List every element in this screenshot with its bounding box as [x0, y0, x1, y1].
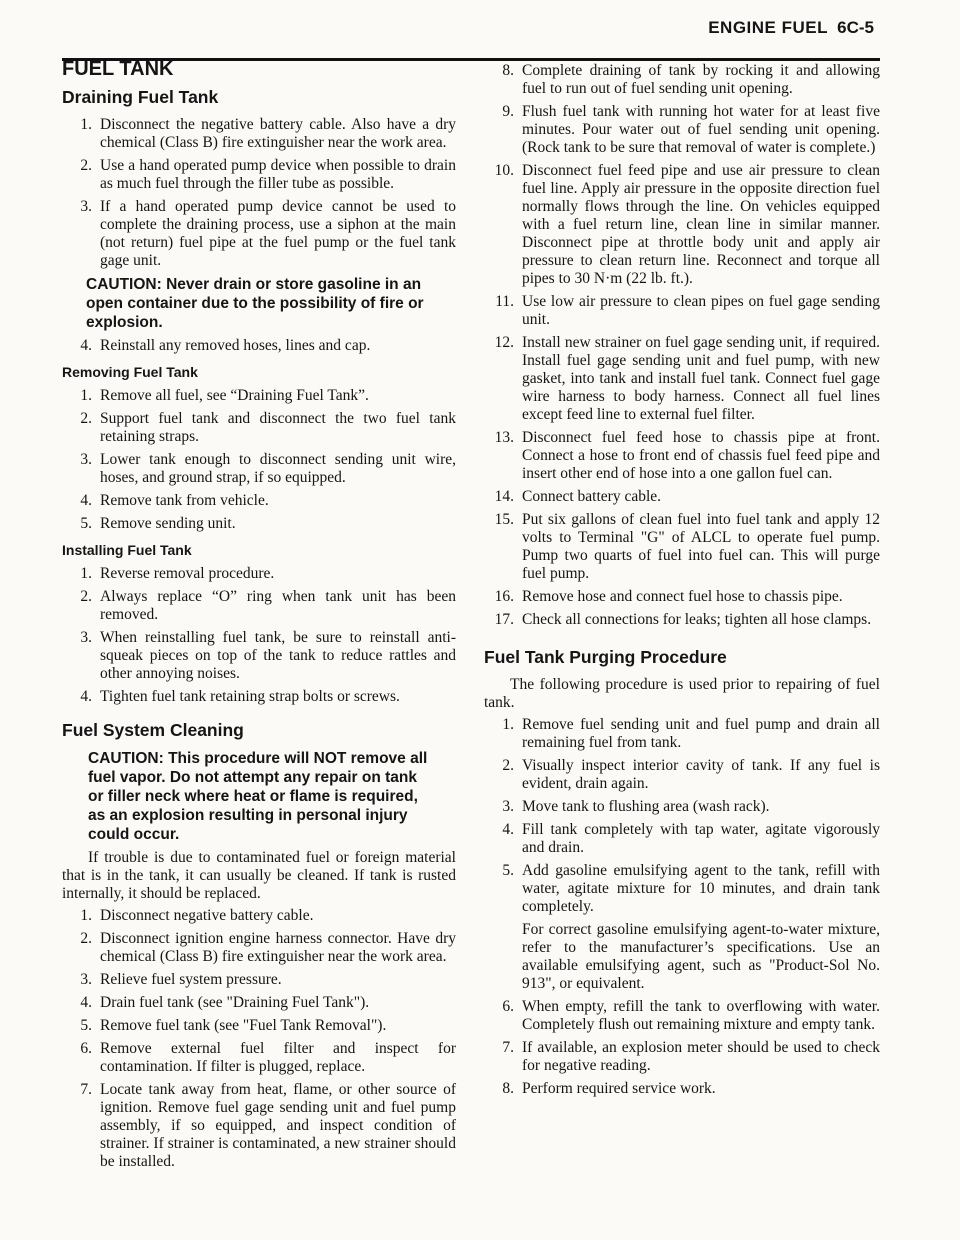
step-number: 10. — [494, 162, 514, 179]
removing-heading: Removing Fuel Tank — [62, 364, 198, 380]
list-item — [62, 451, 456, 487]
step-number: 14. — [494, 488, 514, 505]
list-item — [62, 565, 456, 583]
step-number: 13. — [494, 429, 514, 446]
list-item — [484, 162, 880, 288]
list-item — [484, 798, 880, 816]
step-number: 12. — [494, 334, 514, 351]
list-item — [62, 688, 456, 706]
step-text: Tighten fuel tank retaining strap bolts or screws. — [100, 688, 400, 705]
step-text: Disconnect ignition engine harness connector. Have dry chemical (Class B) fire extinguisher near the work area. — [100, 930, 456, 965]
step-text: Remove hose and connect fuel hose to chassis pipe. — [522, 588, 843, 605]
list-item — [62, 930, 456, 966]
removing-steps — [62, 387, 456, 533]
step-text: Fill tank completely with tap water, agitate vigorously and drain. — [522, 821, 880, 856]
step-number: 4. — [80, 994, 92, 1011]
list-item — [62, 492, 456, 510]
step-text: Disconnect the negative battery cable. Also have a dry chemical (Class B) fire extinguisher near the work area. — [100, 116, 456, 151]
list-item — [62, 994, 456, 1012]
step-text: Add gasoline emulsifying agent to the tank, refill with water, agitate mixture for 10 minutes, and drain tank completely. — [522, 862, 880, 915]
step-number: 5. — [502, 862, 514, 879]
list-item — [62, 1081, 456, 1171]
list-item — [484, 1039, 880, 1075]
list-item — [484, 488, 880, 506]
step-number: 16. — [494, 588, 514, 605]
right-column — [484, 58, 880, 1103]
list-item — [484, 862, 880, 916]
list-item — [484, 821, 880, 857]
emulsifying-note: For correct gasoline emulsifying agent-to-water mixture, refer to the manufacturer’s specifications. Use an available emulsifying agent, such as "Product-Sol No. 913", or equivalent. — [522, 921, 880, 992]
draining-heading: Draining Fuel Tank — [62, 87, 219, 107]
step-text: Put six gallons of clean fuel into fuel tank and apply 12 volts to Terminal "G" of ALCL to operate fuel pump. Pump two quarts of fuel into fuel can. This will purge fuel pump. — [522, 511, 880, 582]
step-number: 15. — [494, 511, 514, 528]
step-text: Support fuel tank and disconnect the two fuel tank retaining straps. — [100, 410, 456, 445]
list-item — [484, 103, 880, 157]
step-text: When empty, refill the tank to overflowing with water. Completely flush out remaining mixture and empty tank. — [522, 998, 880, 1033]
step-text: Visually inspect interior cavity of tank. If any fuel is evident, drain again. — [522, 757, 880, 792]
installing-steps — [62, 565, 456, 706]
step-number: 2. — [80, 930, 92, 947]
step-text: Always replace “O” ring when tank unit has been removed. — [100, 588, 456, 623]
list-item — [62, 337, 456, 355]
step-number: 1. — [502, 716, 514, 733]
list-item — [62, 629, 456, 683]
step-text: Perform required service work. — [522, 1080, 716, 1097]
step-text: Disconnect fuel feed hose to chassis pipe at front. Connect a hose to front end of chassis fuel feed pipe and insert other end of hose into a one gallon fuel can. — [522, 429, 880, 482]
draining-steps — [62, 116, 456, 270]
list-item — [62, 387, 456, 405]
step-number: 4. — [502, 821, 514, 838]
section-title: FUEL TANK — [62, 58, 174, 80]
step-text: Remove external fuel filter and inspect for contamination. If filter is plugged, replace. — [100, 1040, 456, 1075]
step-text: Use low air pressure to clean pipes on fuel gage sending unit. — [522, 293, 880, 328]
step-text: If a hand operated pump device cannot be used to complete the draining process, use a siphon at the main (not return) fuel pipe at the fuel pump or the fuel tank gage unit. — [100, 198, 456, 269]
step-text: Remove tank from vehicle. — [100, 492, 269, 509]
list-item — [62, 157, 456, 193]
step-text: Install new strainer on fuel gage sending unit, if required. Install fuel gage sending unit and fuel pump, with new gasket, into tank and install fuel tank. Connect fuel gage wire harness to body harness. Connect all fuel lines except feed line to external fuel filter. — [522, 334, 880, 423]
step-text: Disconnect negative battery cable. — [100, 907, 314, 924]
step-text: Remove all fuel, see “Draining Fuel Tank”. — [100, 387, 369, 404]
cleaning-steps-continued — [484, 62, 880, 629]
step-number: 1. — [80, 565, 92, 582]
step-text: Complete draining of tank by rocking it and allowing fuel to run out of fuel sending unit opening. — [522, 62, 880, 97]
step-number: 2. — [80, 410, 92, 427]
step-number: 6. — [502, 998, 514, 1015]
step-text: Relieve fuel system pressure. — [100, 971, 282, 988]
step-text: Lower tank enough to disconnect sending unit wire, hoses, and ground strap, if so equipped. — [100, 451, 456, 486]
list-item — [484, 757, 880, 793]
step-number: 3. — [80, 451, 92, 468]
step-number: 1. — [80, 907, 92, 924]
step-number: 1. — [80, 116, 92, 133]
list-item — [62, 907, 456, 925]
step-text: Disconnect fuel feed pipe and use air pressure to clean fuel line. Apply air pressure in the opposite direction fuel normally flows through the line. On vehicles equipped with a fuel return line, clean line in similar manner. Disconnect pipe at throttle body unit and apply air pressure to clean return line. Reconnect and torque all pipes to 30 N·m (22 lb. ft.). — [522, 162, 880, 287]
step-number: 6. — [80, 1040, 92, 1057]
list-item — [62, 198, 456, 270]
cleaning-intro: If trouble is due to contaminated fuel or foreign material that is in the tank, it can usually be cleaned. If tank is rusted internally, it should be replaced. — [62, 849, 456, 902]
list-item — [484, 334, 880, 424]
list-item — [484, 998, 880, 1034]
step-number: 11. — [495, 293, 514, 310]
step-number: 7. — [502, 1039, 514, 1056]
step-text: Connect battery cable. — [522, 488, 662, 505]
purging-heading: Fuel Tank Purging Procedure — [484, 647, 727, 667]
step-text: Remove fuel sending unit and fuel pump and drain all remaining fuel from tank. — [522, 716, 880, 751]
cleaning-steps — [62, 907, 456, 1171]
step-number: 4. — [80, 492, 92, 509]
step-text: Drain fuel tank (see "Draining Fuel Tank"). — [100, 994, 370, 1011]
step-number: 5. — [80, 515, 92, 532]
cleaning-heading: Fuel System Cleaning — [62, 720, 244, 740]
step-text: Remove fuel tank (see "Fuel Tank Removal"). — [100, 1017, 387, 1034]
caution-note: CAUTION: This procedure will NOT remove all fuel vapor. Do not attempt any repair on tank or filler neck where heat or flame is required, as an explosion resulting in personal injury could occur. — [88, 750, 428, 843]
step-text: Move tank to flushing area (wash rack). — [522, 798, 770, 815]
step-number: 4. — [80, 337, 92, 354]
step-text: Use a hand operated pump device when possible to drain as much fuel through the filler tube as possible. — [100, 157, 456, 192]
page-number: 6C-5 — [837, 18, 874, 37]
purging-steps — [484, 716, 880, 1098]
step-number: 4. — [80, 688, 92, 705]
step-number: 5. — [80, 1017, 92, 1034]
step-number: 8. — [502, 1080, 514, 1097]
step-number: 7. — [80, 1081, 92, 1098]
list-item — [484, 1080, 880, 1098]
list-item — [484, 588, 880, 606]
step-text: Locate tank away from heat, flame, or other source of ignition. Remove fuel gage sending unit and fuel pump assembly, if so equipped, and inspect condition of strainer. If strainer is contaminated, a new strainer should be installed. — [100, 1081, 456, 1170]
step-text: Reverse removal procedure. — [100, 565, 275, 582]
list-item — [62, 515, 456, 533]
step-number: 2. — [80, 588, 92, 605]
list-item — [62, 1017, 456, 1035]
step-number: 9. — [502, 103, 514, 120]
step-number: 3. — [80, 629, 92, 646]
step-number: 2. — [80, 157, 92, 174]
step-number: 1. — [80, 387, 92, 404]
left-column — [62, 58, 456, 1176]
installing-heading: Installing Fuel Tank — [62, 542, 192, 558]
step-text: Check all connections for leaks; tighten all hose clamps. — [522, 611, 872, 628]
header-title: ENGINE FUEL — [708, 18, 828, 37]
list-item — [484, 429, 880, 483]
step-text: Remove sending unit. — [100, 515, 236, 532]
list-item — [62, 971, 456, 989]
step-number: 3. — [80, 971, 92, 988]
caution-note: CAUTION: Never drain or store gasoline in an open container due to the possibility of fire or explosion. — [86, 276, 424, 331]
step-text: When reinstalling fuel tank, be sure to reinstall anti-squeak pieces on top of the tank to reduce rattles and other annoying noises. — [100, 629, 456, 682]
list-item — [484, 511, 880, 583]
step-number: 8. — [502, 62, 514, 79]
step-number: 2. — [502, 757, 514, 774]
list-item — [62, 588, 456, 624]
page-header — [0, 18, 960, 48]
list-item — [62, 116, 456, 152]
list-item — [62, 1040, 456, 1076]
list-item — [484, 62, 880, 98]
list-item — [62, 410, 456, 446]
step-number: 17. — [494, 611, 514, 628]
list-item — [484, 716, 880, 752]
step-text: Flush fuel tank with running hot water for at least five minutes. Pour water out of fuel sending unit opening. (Rock tank to be sure that removal of water is complete.) — [522, 103, 880, 156]
step-number: 3. — [502, 798, 514, 815]
purging-intro: The following procedure is used prior to repairing of fuel tank. — [484, 676, 880, 711]
list-item — [484, 611, 880, 629]
step-number: 3. — [80, 198, 92, 215]
step-text: Reinstall any removed hoses, lines and cap. — [100, 337, 371, 354]
step-text: If available, an explosion meter should be used to check for negative reading. — [522, 1039, 880, 1074]
list-item — [484, 293, 880, 329]
